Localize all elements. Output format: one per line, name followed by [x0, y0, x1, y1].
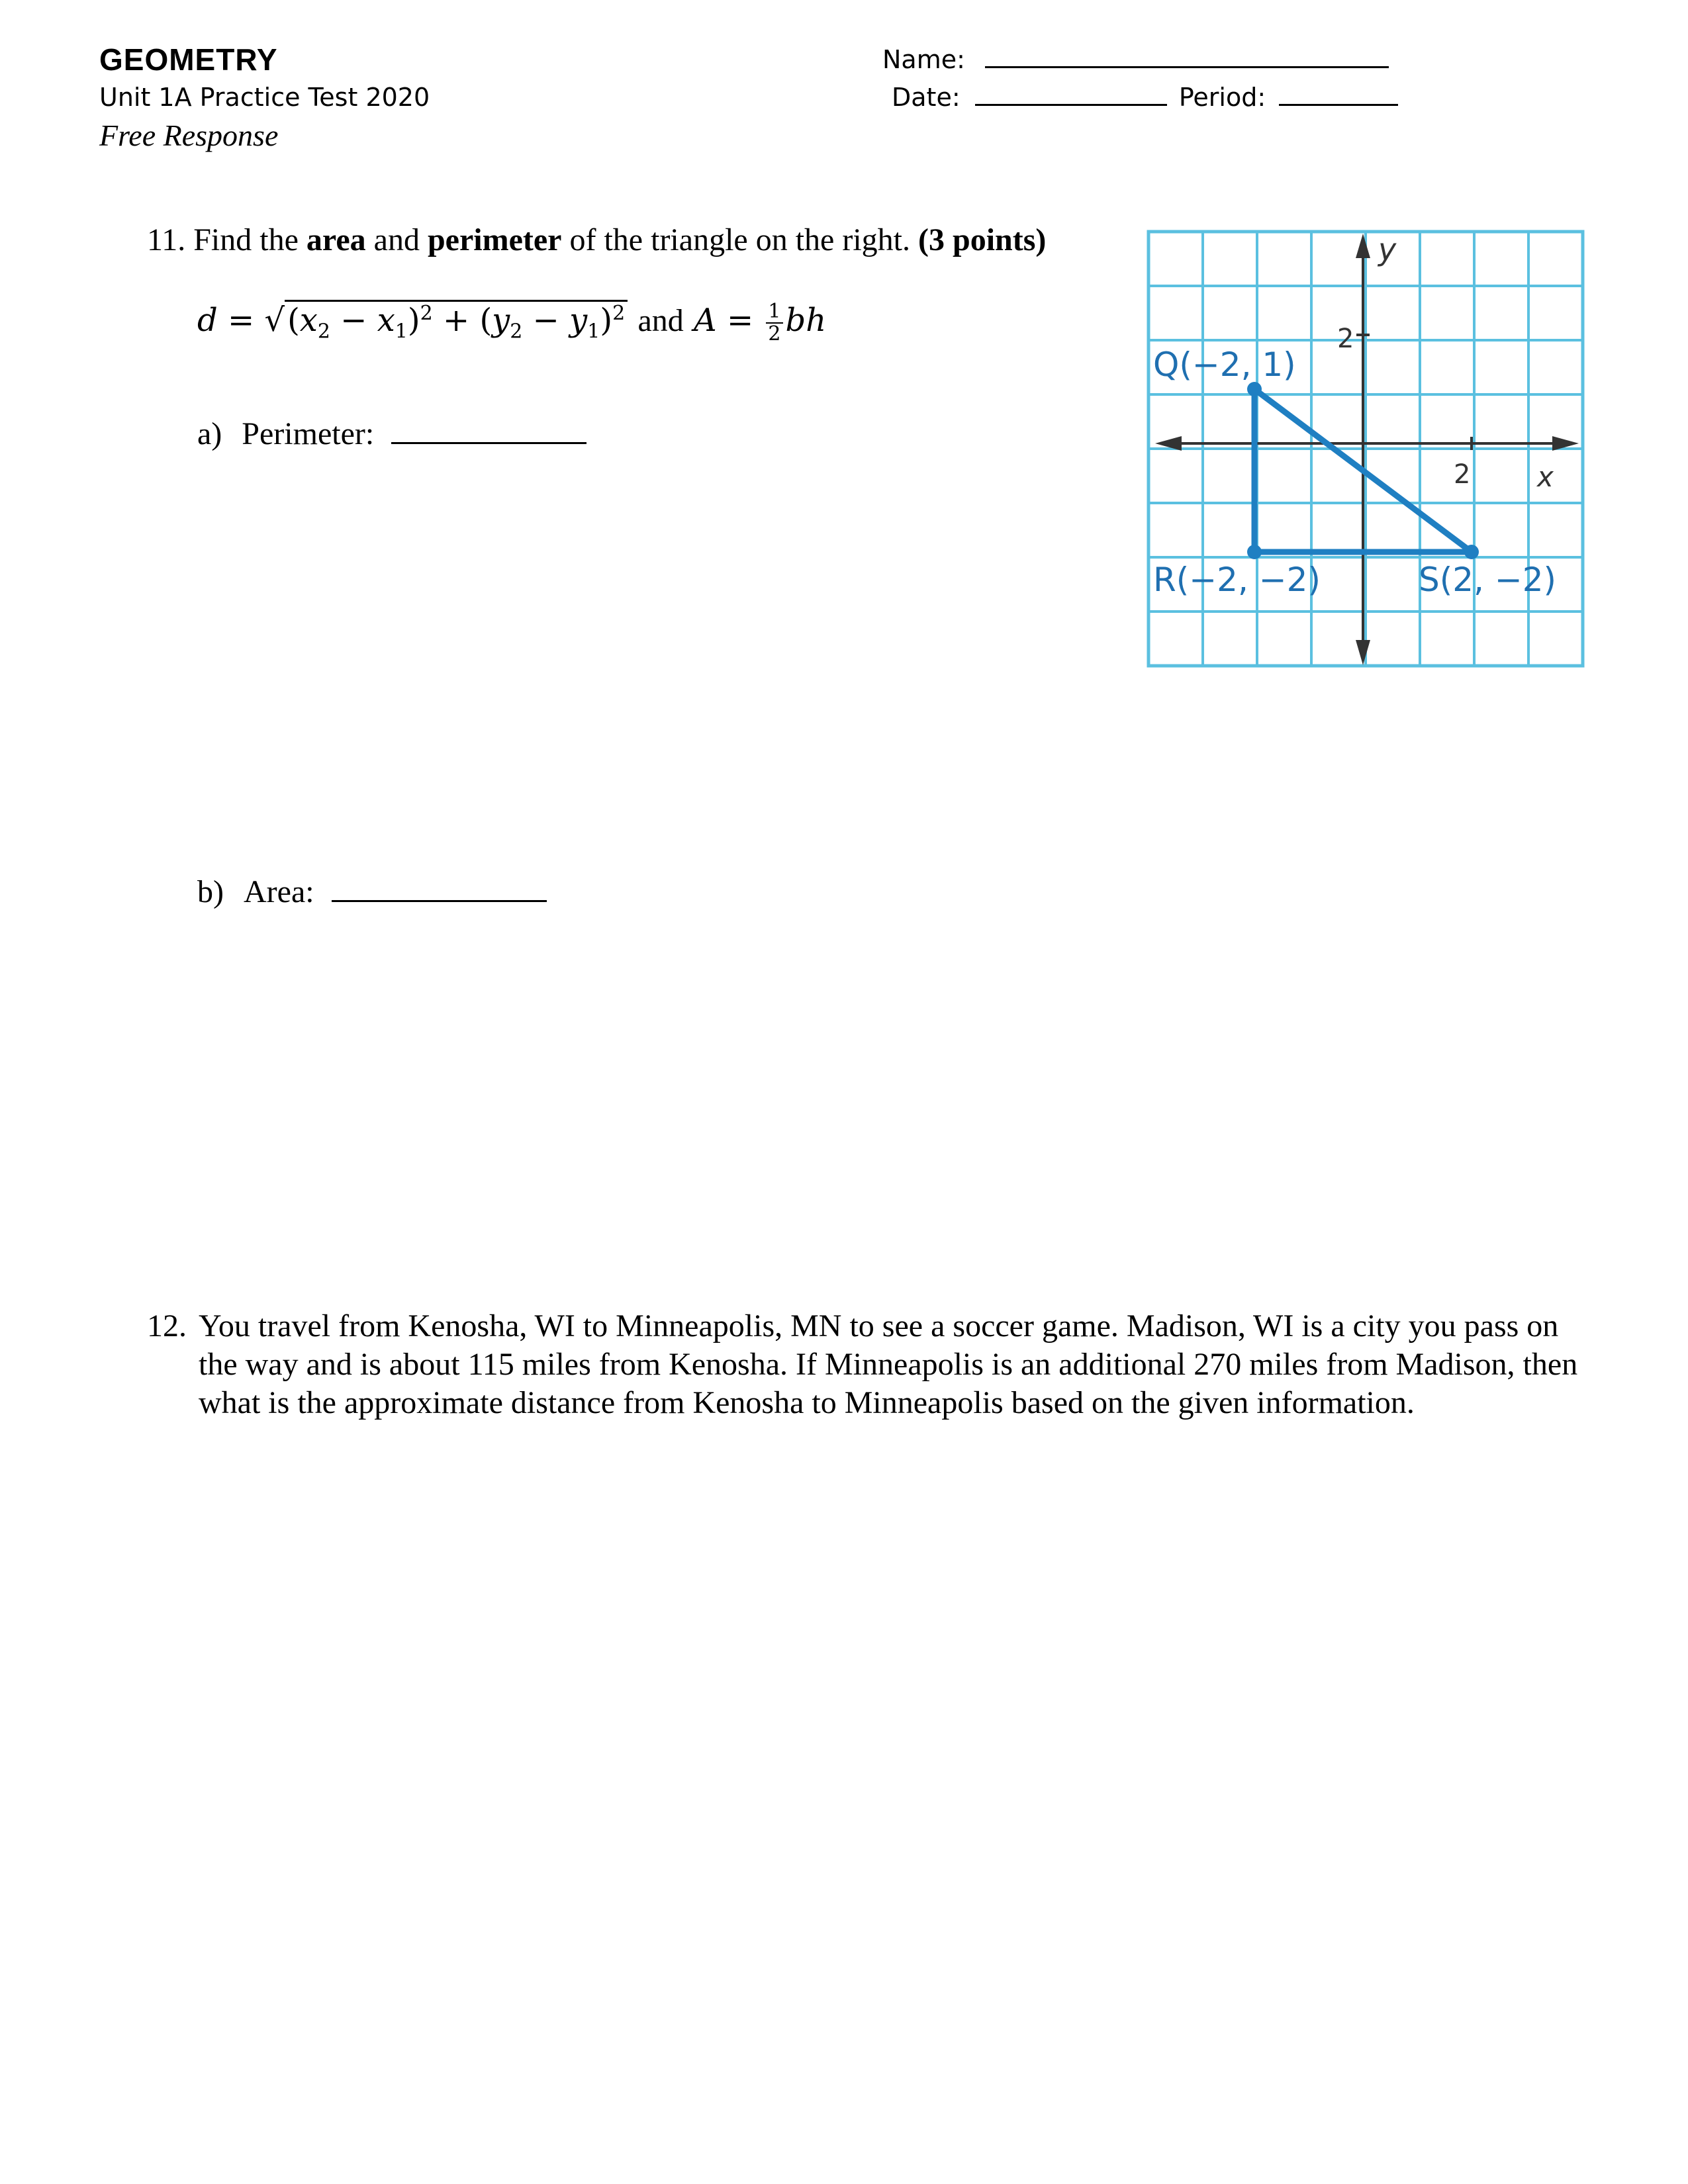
date-period-field [892, 83, 1398, 112]
point-r [1247, 545, 1262, 559]
point-q-label: Q(−2, 1) [1153, 345, 1296, 384]
part-b-text: Area: [243, 874, 314, 909]
period-blank[interactable] [1279, 104, 1398, 106]
q11-text: and [373, 222, 420, 257]
y-axis-label: y [1378, 232, 1397, 267]
q11-text: Find the [193, 222, 299, 257]
q11-text: of the triangle on the right. [569, 222, 911, 257]
point-s [1464, 545, 1479, 559]
point-r-label: R(−2, −2) [1153, 561, 1321, 599]
q11-area-word: area [306, 222, 366, 257]
part-a [197, 416, 586, 452]
date-label: Date: [892, 83, 961, 112]
distance-area-formula: $d = √(x_2 - x_1)^2 + (y_2 - y_1)^2$ and A = $\frac{1}{2}$ bh [197, 300, 827, 345]
area-answer-blank[interactable] [332, 900, 547, 902]
question-11 [147, 222, 1046, 258]
x-axis-label: x [1537, 461, 1554, 493]
section-title: Free Response [99, 118, 279, 152]
q11-perimeter-word: perimeter [427, 222, 562, 257]
y-tick-label: 2 [1337, 324, 1354, 354]
perimeter-answer-blank[interactable] [391, 442, 586, 444]
x-tick-label: 2 [1454, 459, 1471, 490]
part-b-label: b) [197, 874, 224, 909]
part-a-text: Perimeter: [242, 416, 375, 451]
test-title: Unit 1A Practice Test 2020 [99, 83, 430, 112]
course-title: GEOMETRY [99, 42, 278, 77]
part-b [197, 874, 547, 910]
part-a-label: a) [197, 416, 222, 451]
point-q [1247, 382, 1262, 396]
period-label: Period: [1178, 83, 1266, 112]
q12-number: 12. [147, 1308, 187, 1343]
q12-text: You travel from Kenosha, WI to Minneapolis, MN to see a soccer game. Madison, WI is a city you pass on the way and is about 115 miles from Kenosha. If Minneapolis is an additional 270 miles from Madison, then what is the approximate distance from Kenosha to Minneapolis based on the given information. [199, 1308, 1578, 1420]
point-s-label: S(2, −2) [1419, 561, 1557, 599]
formula-and: and [637, 303, 684, 338]
name-blank[interactable] [985, 66, 1389, 68]
q11-number: 11. [147, 222, 186, 257]
question-12 [147, 1307, 1590, 1422]
coordinate-graph [1145, 228, 1589, 672]
name-label: Name: [882, 45, 965, 74]
name-field [882, 45, 1389, 74]
date-blank[interactable] [975, 104, 1167, 106]
graph-grid [1149, 232, 1583, 666]
q11-points: (3 points) [918, 222, 1047, 257]
